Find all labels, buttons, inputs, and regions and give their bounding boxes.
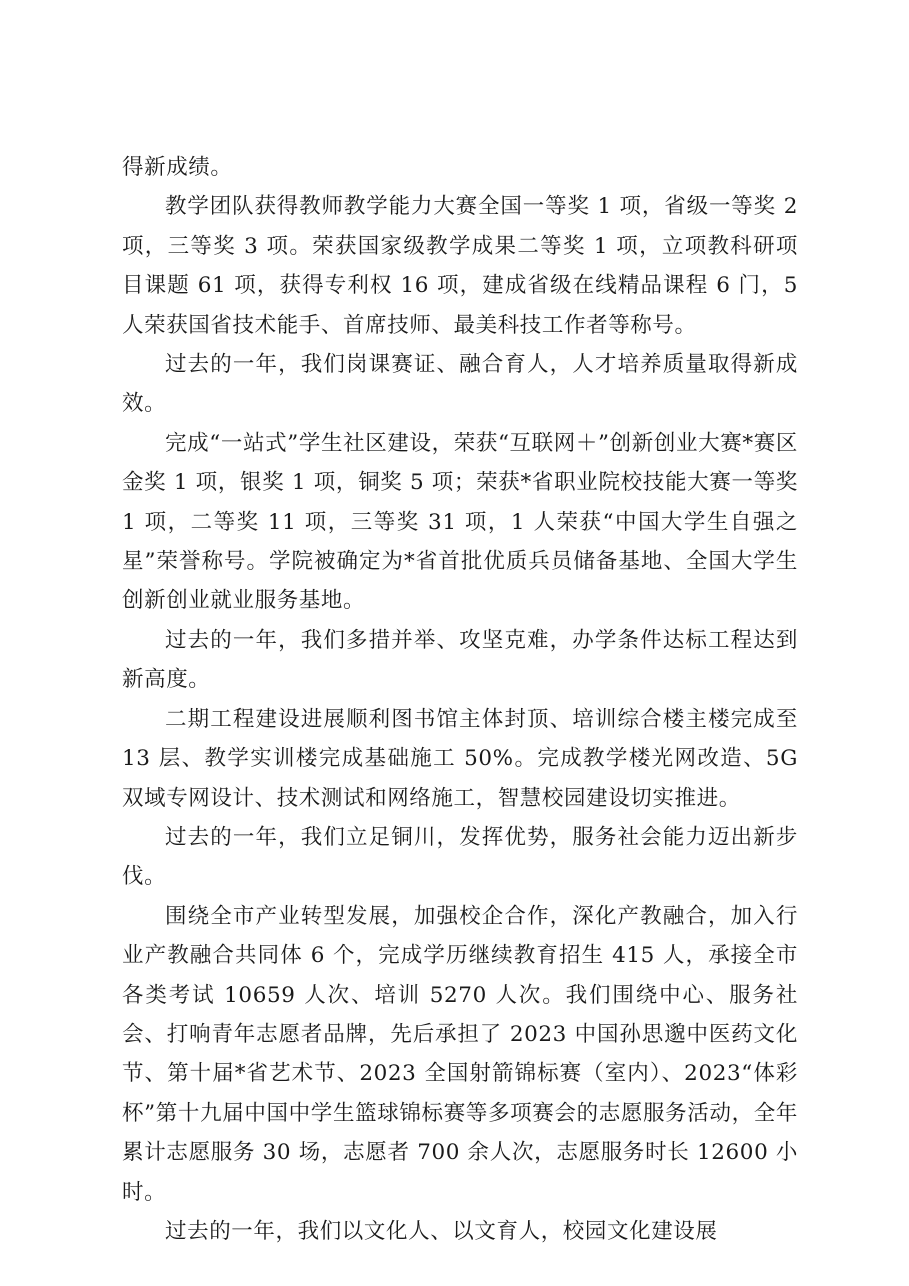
paragraph-construction: 二期工程建设进展顺利图书馆主体封顶、培训综合楼主楼完成至 13 层、教学实训楼完成基础施工 50%。完成教学楼光网改造、5G 双域专网设计、技术测试和网络施工，智慧校园建设切实推进。 [122,706,798,811]
paragraph-student-community: 完成“一站式”学生社区建设，荣获“互联网＋”创新创业大赛*赛区金奖 1 项，银奖 1 项，铜奖 5 项；荣获*省职业院校技能大赛一等奖 1 项，二等奖 11 项，三等奖 31 项，1 人荣获“中国大学生自强之星”荣誉称号。学院被确定为*省首批优质兵员储备基地、全国大学生创新创业就业服务基地。 [122,430,798,614]
paragraph-fragment: 得新成绩。 [122,155,233,180]
paragraph-heading-conditions: 过去的一年，我们多措并举、攻坚克难，办学条件达标工程达到新高度。 [122,627,798,693]
paragraph-social-service: 围绕全市产业转型发展，加强校企合作，深化产教融合，加入行业产教融合共同体 6 个，完成学历继续教育招生 415 人，承接全市各类考试 10659 人次、培训 5270 人次。我们围绕中心、服务社会、打响青年志愿者品牌，先后承担了 2023 中国孙思邈中医药文化节、第十届*省艺术节、2023 全国射箭锦标赛（室内）、2023“体彩杯”第十九届中国中学生篮球锦标赛等多项赛会的志愿服务活动，全年累计志愿服务 30 场，志愿者 700 余人次，志愿服务时长 12600 小时。 [122,903,798,1205]
paragraph-heading-talent: 过去的一年，我们岗课赛证、融合育人，人才培养质量取得新成效。 [122,352,798,417]
paragraph-teaching-team: 教学团队获得教师教学能力大赛全国一等奖 1 项，省级一等奖 2 项，三等奖 3 项。荣获国家级教学成果二等奖 1 项，立项教科研项目课题 61 项，获得专利权 16 项，建成省级在线精品课程 6 门，5 人荣获国省技术能手、首席技师、最美科技工作者等称号。 [122,194,798,338]
paragraph-heading-culture: 过去的一年，我们以文化人、以文育人，校园文化建设展 [165,1218,718,1244]
paragraph-heading-service: 过去的一年，我们立足铜川，发挥优势，服务社会能力迈出新步伐。 [122,824,798,890]
document-body [122,148,798,1251]
